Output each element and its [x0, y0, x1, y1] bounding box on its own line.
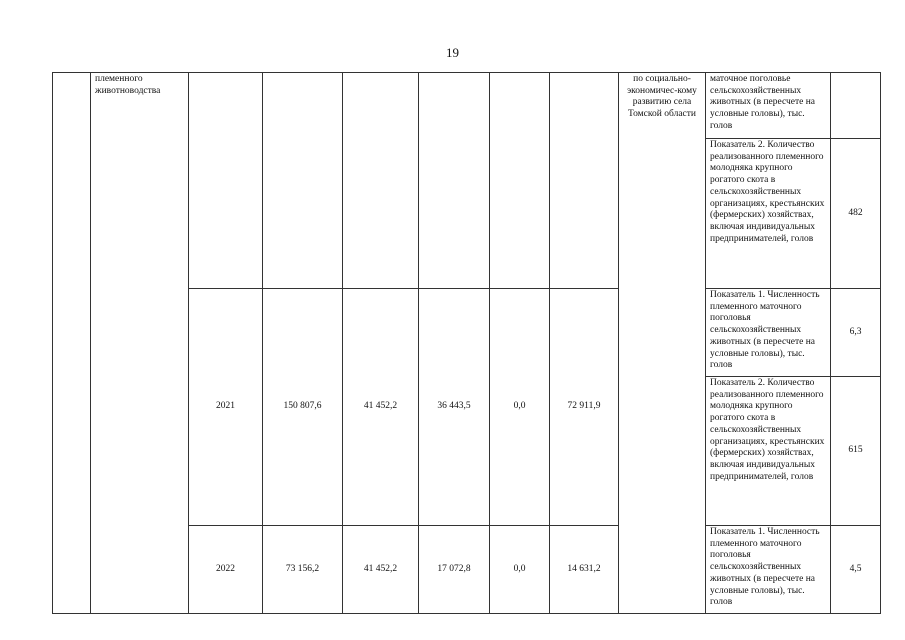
- indicator-value: 482: [831, 139, 881, 289]
- local-cell-empty: [490, 73, 550, 289]
- local-cell: 0,0: [490, 289, 550, 526]
- activity-name-cell: племенного животноводства: [91, 73, 189, 614]
- regional-cell: 17 072,8: [419, 526, 490, 614]
- number-cell: [53, 73, 91, 614]
- local-cell: 0,0: [490, 526, 550, 614]
- offbudget-cell: 14 631,2: [550, 526, 619, 614]
- indicator-text: маточное поголовье сельскохозяйственных животных (в пересчете на условные головы), тыс. голов: [706, 73, 831, 139]
- indicator-value: 4,5: [831, 526, 881, 614]
- program-table: [52, 72, 881, 614]
- federal-cell-empty: [343, 73, 419, 289]
- total-cell: 150 807,6: [263, 289, 343, 526]
- indicator-text: Показатель 1. Численность племенного маточного поголовья сельскохозяйственных животных (в пересчете на условные головы), тыс. голов: [706, 526, 831, 614]
- offbudget-cell: 72 911,9: [550, 289, 619, 526]
- federal-cell: 41 452,2: [343, 289, 419, 526]
- indicator-text: Показатель 2. Количество реализованного племенного молодняка крупного рогатого скота в сельскохозяйственных организациях, крестьянских (фермерских) хозяйствах, включая индивидуальных предпринимателей, голов: [706, 377, 831, 526]
- indicator-text: Показатель 1. Численность племенного маточного поголовья сельскохозяйственных животных (в пересчете на условные головы), тыс. голов: [706, 289, 831, 377]
- program-name-cell: по социально-экономичес-кому развитию села Томской области: [619, 73, 706, 614]
- indicator-value: 6,3: [831, 289, 881, 377]
- federal-cell: 41 452,2: [343, 526, 419, 614]
- total-cell: 73 156,2: [263, 526, 343, 614]
- page-number: 19: [446, 45, 459, 60]
- indicator-value: 615: [831, 377, 881, 526]
- year-cell-empty: [189, 73, 263, 289]
- year-cell: 2022: [189, 526, 263, 614]
- regional-cell: 36 443,5: [419, 289, 490, 526]
- total-cell-empty: [263, 73, 343, 289]
- regional-cell-empty: [419, 73, 490, 289]
- offbudget-cell-empty: [550, 73, 619, 289]
- indicator-text: Показатель 2. Количество реализованного племенного молодняка крупного рогатого скота в сельскохозяйственных организациях, крестьянских (фермерских) хозяйствах, включая индивидуальных предпринимателей, голов: [706, 139, 831, 289]
- year-cell: 2021: [189, 289, 263, 526]
- indicator-value: [831, 73, 881, 139]
